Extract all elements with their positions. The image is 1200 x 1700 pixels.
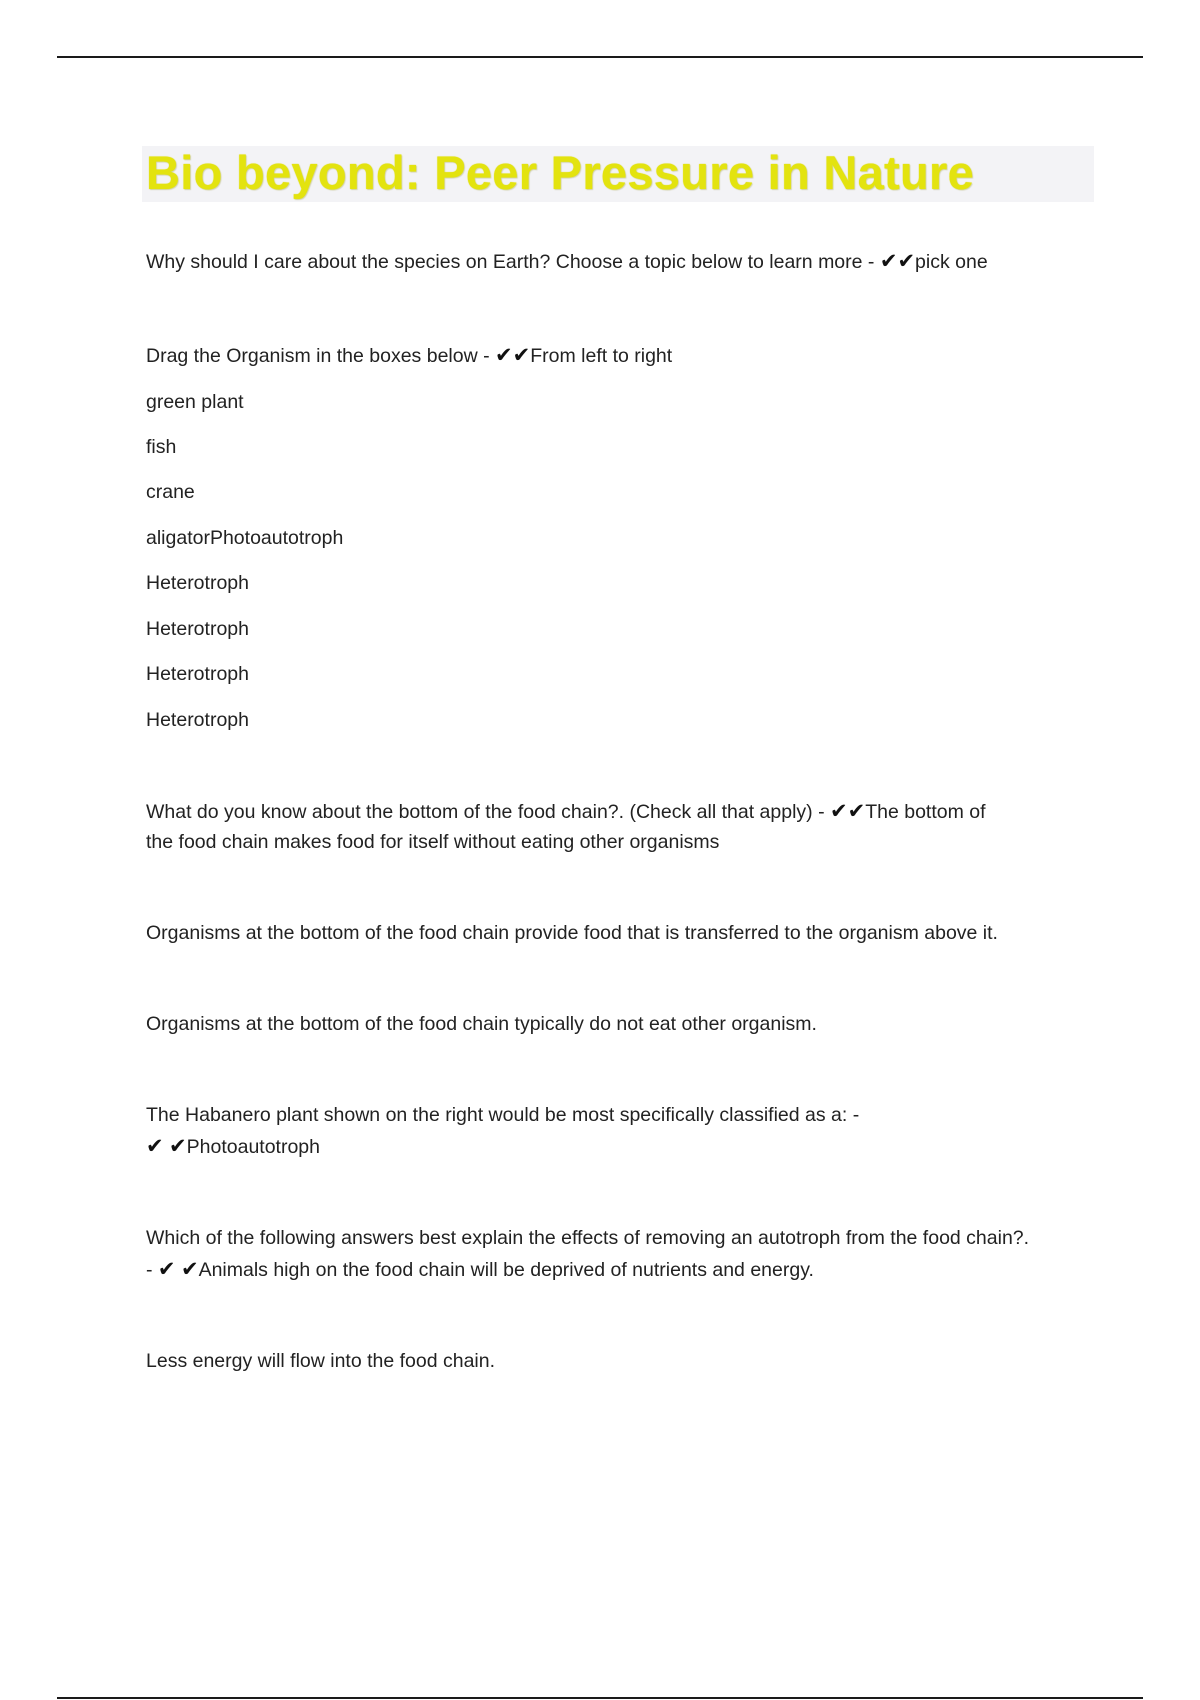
q5-answer-line [146, 1255, 814, 1286]
q2-list-item: Heterotroph [146, 572, 249, 594]
q2-list-item: Heterotroph [146, 709, 249, 731]
q5-question: Which of the following answers best explain the effects of removing an autotroph from the food chain?. [146, 1227, 1030, 1249]
top-rule [57, 56, 1143, 58]
q5-answer: Animals high on the food chain will be deprived of nutrients and energy. [198, 1259, 814, 1281]
q2-answer: From left to right [530, 345, 673, 367]
check-icon: ✔ [512, 343, 531, 367]
q2-list-item: Heterotroph [146, 618, 249, 640]
check-icon: ✔ [879, 249, 898, 273]
q2-question: Drag the Organism in the boxes below - [146, 345, 490, 367]
q3-question: What do you know about the bottom of the food chain?. (Check all that apply) - [146, 801, 825, 823]
q3-answer-start: The bottom of [865, 801, 986, 823]
q3-extra-answer: Organisms at the bottom of the food chain typically do not eat other organism. [146, 1013, 817, 1035]
q3-answer-continued: the food chain makes food for itself without eating other organisms [146, 831, 720, 853]
check-icon: ✔ [847, 799, 866, 823]
q2-list-item: green plant [146, 391, 244, 413]
q4-question: The Habanero plant shown on the right would be most specifically classified as a: - [146, 1104, 860, 1126]
q2-list-item: crane [146, 481, 195, 503]
check-icon: ✔ [897, 249, 916, 273]
q1-answer: pick one [915, 251, 988, 273]
q2-list-item: aligatorPhotoautotroph [146, 527, 344, 549]
check-icon: ✔ [146, 1134, 164, 1158]
check-icon: ✔ [169, 1134, 187, 1158]
q2-line [146, 341, 672, 372]
page-title: Bio beyond: Peer Pressure in Nature [146, 146, 975, 199]
q2-list-item: fish [146, 436, 177, 458]
check-icon: ✔ [829, 799, 848, 823]
q3-extra-answer: Organisms at the bottom of the food chain provide food that is transferred to the organism above it. [146, 922, 998, 944]
q1-line [146, 247, 988, 278]
q1-question: Why should I care about the species on Earth? Choose a topic below to learn more - [146, 251, 875, 273]
check-icon: ✔ [180, 1257, 199, 1281]
q3-line [146, 797, 986, 828]
q4-answer: Photoautotroph [186, 1136, 320, 1158]
bottom-rule [57, 1697, 1143, 1699]
check-icon: ✔ [495, 343, 513, 367]
q2-list-item: Heterotroph [146, 663, 249, 685]
q4-answer-line [146, 1132, 320, 1163]
q5-extra-answer: Less energy will flow into the food chain. [146, 1350, 496, 1372]
q5-dash: - [146, 1259, 153, 1281]
check-icon: ✔ [157, 1257, 176, 1281]
